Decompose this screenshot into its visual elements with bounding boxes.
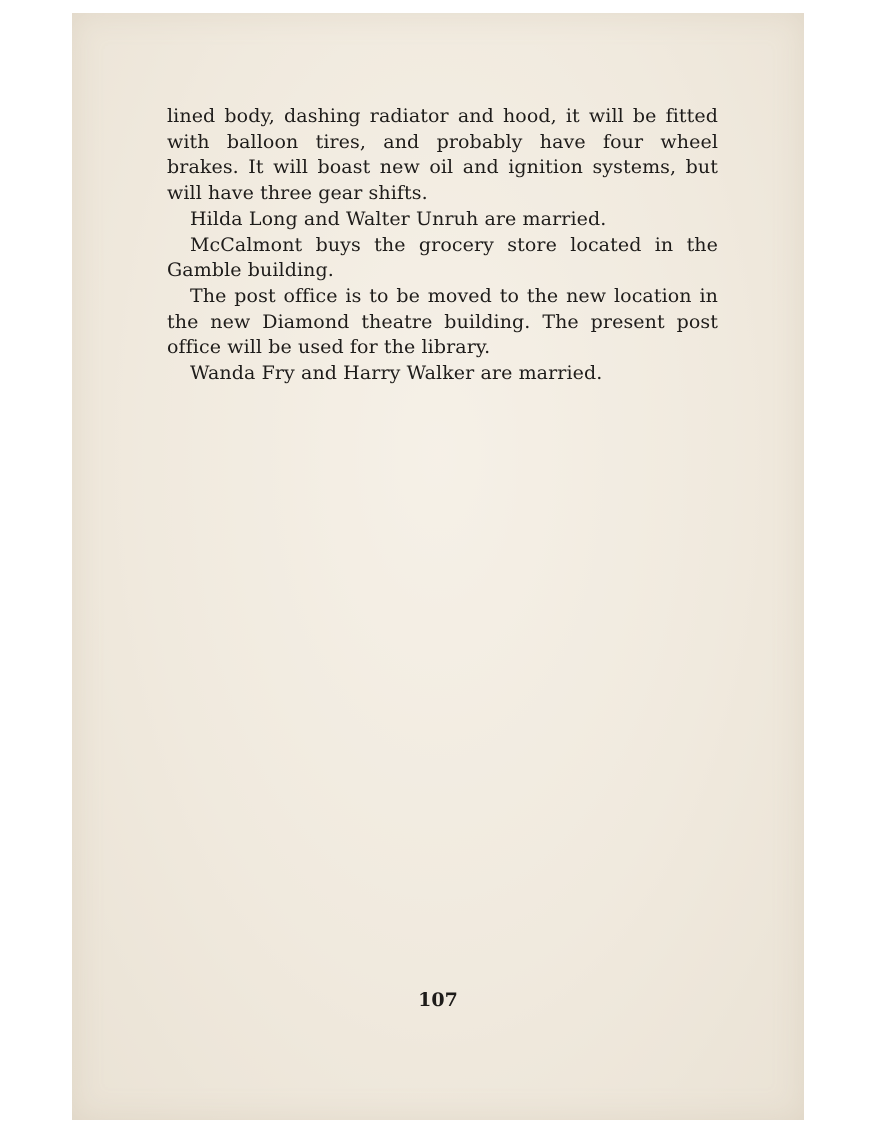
page-number: 107 xyxy=(418,989,458,1011)
paragraph-continued: lined body, dashing radiator and hood, it will be fitted with balloon tires, and probably have four wheel brakes. It will boast new oil and ignition systems, but will have three gear shifts. xyxy=(167,105,718,205)
book-page xyxy=(72,13,804,1120)
paragraph-post-office: The post office is to be moved to the new location in the new Diamond theatre building. The present post office will be used for the library. xyxy=(167,284,718,359)
paragraph-marriage-fry-walker: Wanda Fry and Harry Walker are married. xyxy=(190,362,603,385)
paragraph-grocery-store: McCalmont buys the grocery store located in the Gamble building. xyxy=(167,233,718,282)
paragraph-marriage-long-unruh: Hilda Long and Walter Unruh are married. xyxy=(190,207,607,230)
body-text xyxy=(167,104,718,387)
